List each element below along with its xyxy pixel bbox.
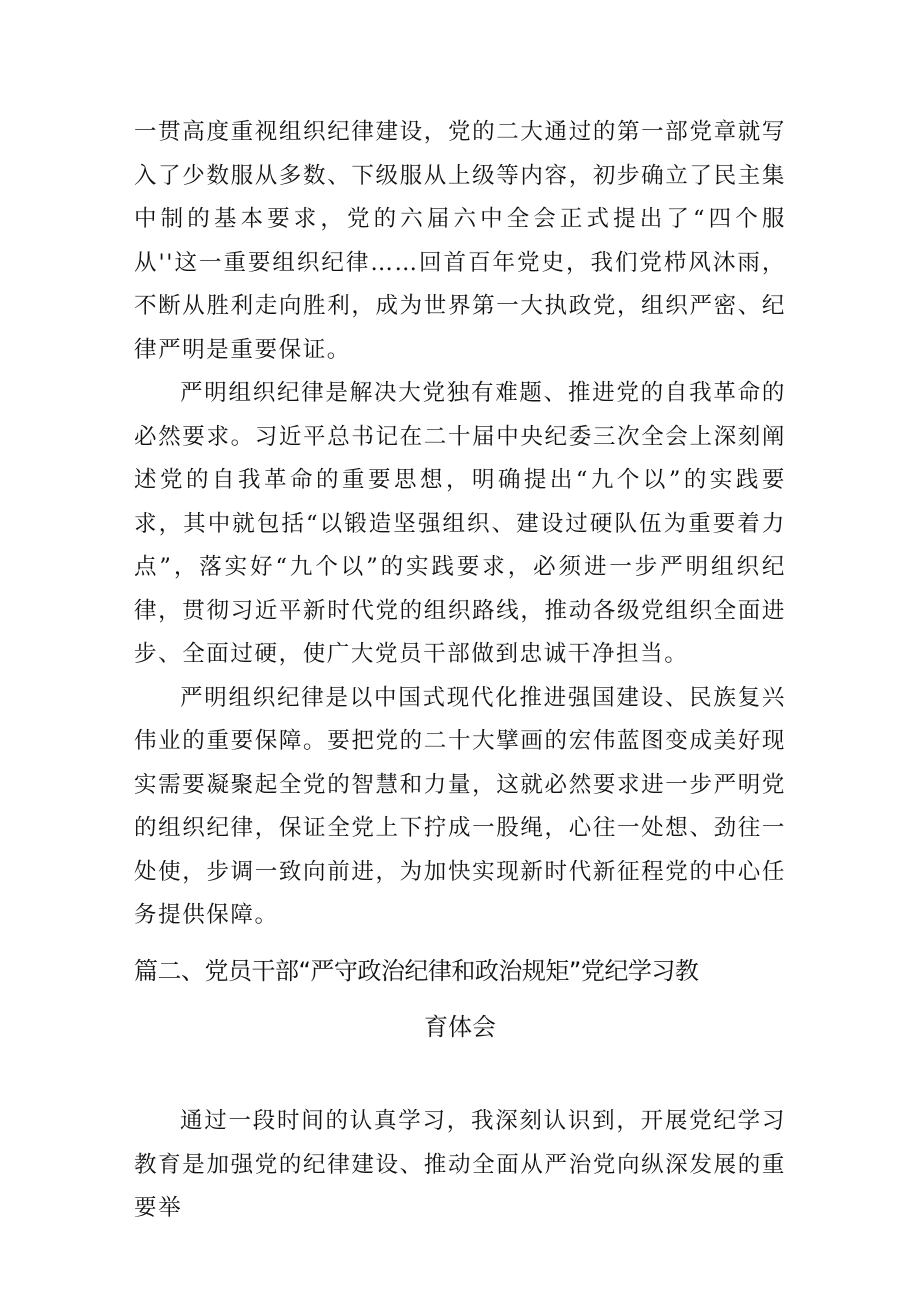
section-heading: [134, 951, 786, 1051]
paragraph-self-revolution-requirement: 严明组织纪律是解决大党独有难题、推进党的自我革命的必然要求。习近平总书记在二十届中央纪委三次全会上深刻阐述党的自我革命的重要思想，明确提出“九个以”的实践要求，其中就包括“以锻造坚强组织、建设过硬队伍为重要着力点”，落实好“九个以”的实践要求，必须进一步严明组织纪律，贯彻习近平新时代党的组织路线，推动各级党组织全面进步、全面过硬，使广大党员干部做到忠诚干净担当。: [134, 380, 786, 667]
paragraph-study-reflection-intro: 通过一段时间的认真学习，我深刻认识到，开展党纪学习教育是加强党的纪律建设、推动全面从严治党向纵深发展的重要举: [134, 1108, 786, 1221]
section-heading-line-2: 育体会: [424, 1013, 496, 1041]
body-text-block-top: [134, 111, 786, 938]
body-text-block-bottom: [134, 1100, 786, 1231]
section-heading-line-1: 篇二、党员干部“严守政治纪律和政治规矩”党纪学习教: [134, 957, 699, 985]
paragraph-organizational-discipline-history: 一贯高度重视组织纪律建设，党的二大通过的第一部党章就写入了少数服从多数、下级服从上级等内容，初步确立了民主集中制的基本要求，党的六届六中全会正式提出了“四个服从''这一重要组织纪律……回首百年党史，我们党栉风沐雨，不断从胜利走向胜利，成为世界第一大执政党，组织严密、纪律严明是重要保证。: [134, 119, 786, 363]
paragraph-modernization-guarantee: 严明组织纪律是以中国式现代化推进强国建设、民族复兴伟业的重要保障。要把党的二十大擘画的宏伟蓝图变成美好现实需要凝聚起全党的智慧和力量，这就必然要求进一步严明党的组织纪律，保证全党上下拧成一股绳，心往一处想、劲往一处使，步调一致向前进，为加快实现新时代新征程党的中心任务提供保障。: [134, 684, 786, 928]
